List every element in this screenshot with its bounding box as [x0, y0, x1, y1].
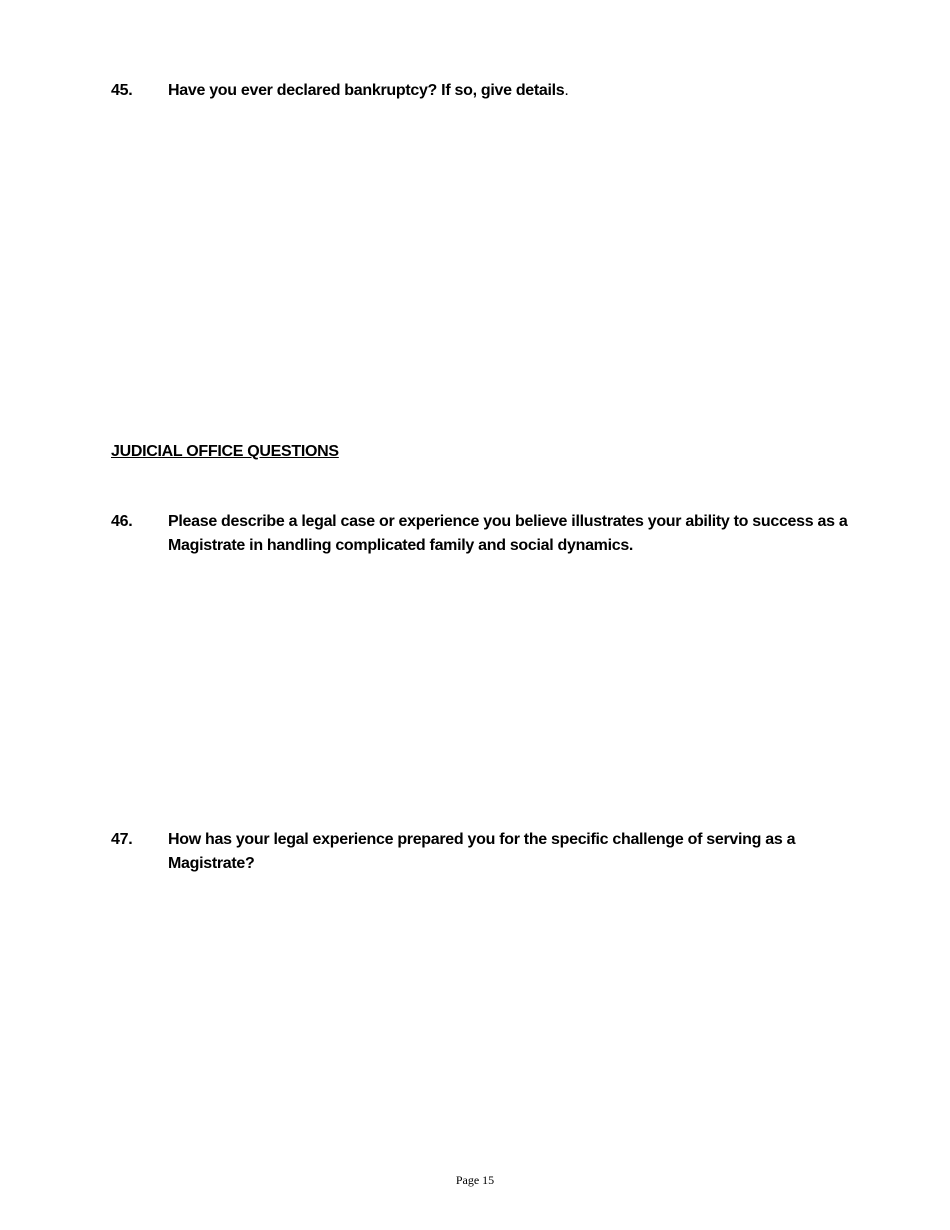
- question-text-trailing: .: [564, 82, 569, 99]
- question-text: Please describe a legal case or experience you believe illustrates your ability to success as a Magistrate in handling complicated family and social dynamics.: [168, 513, 848, 554]
- question-text: [168, 79, 858, 103]
- question-number: 47.: [111, 831, 133, 848]
- page-number: Page 15: [455, 1173, 495, 1187]
- question-text-main: Have you ever declared bankruptcy? If so, give details: [168, 82, 565, 99]
- section-heading: JUDICIAL OFFICE QUESTIONS: [111, 443, 339, 460]
- question-number: 46.: [111, 513, 133, 530]
- question-text: How has your legal experience prepared you for the specific challenge of serving as a Magistrate?: [168, 831, 796, 872]
- question-number: 45.: [111, 82, 133, 99]
